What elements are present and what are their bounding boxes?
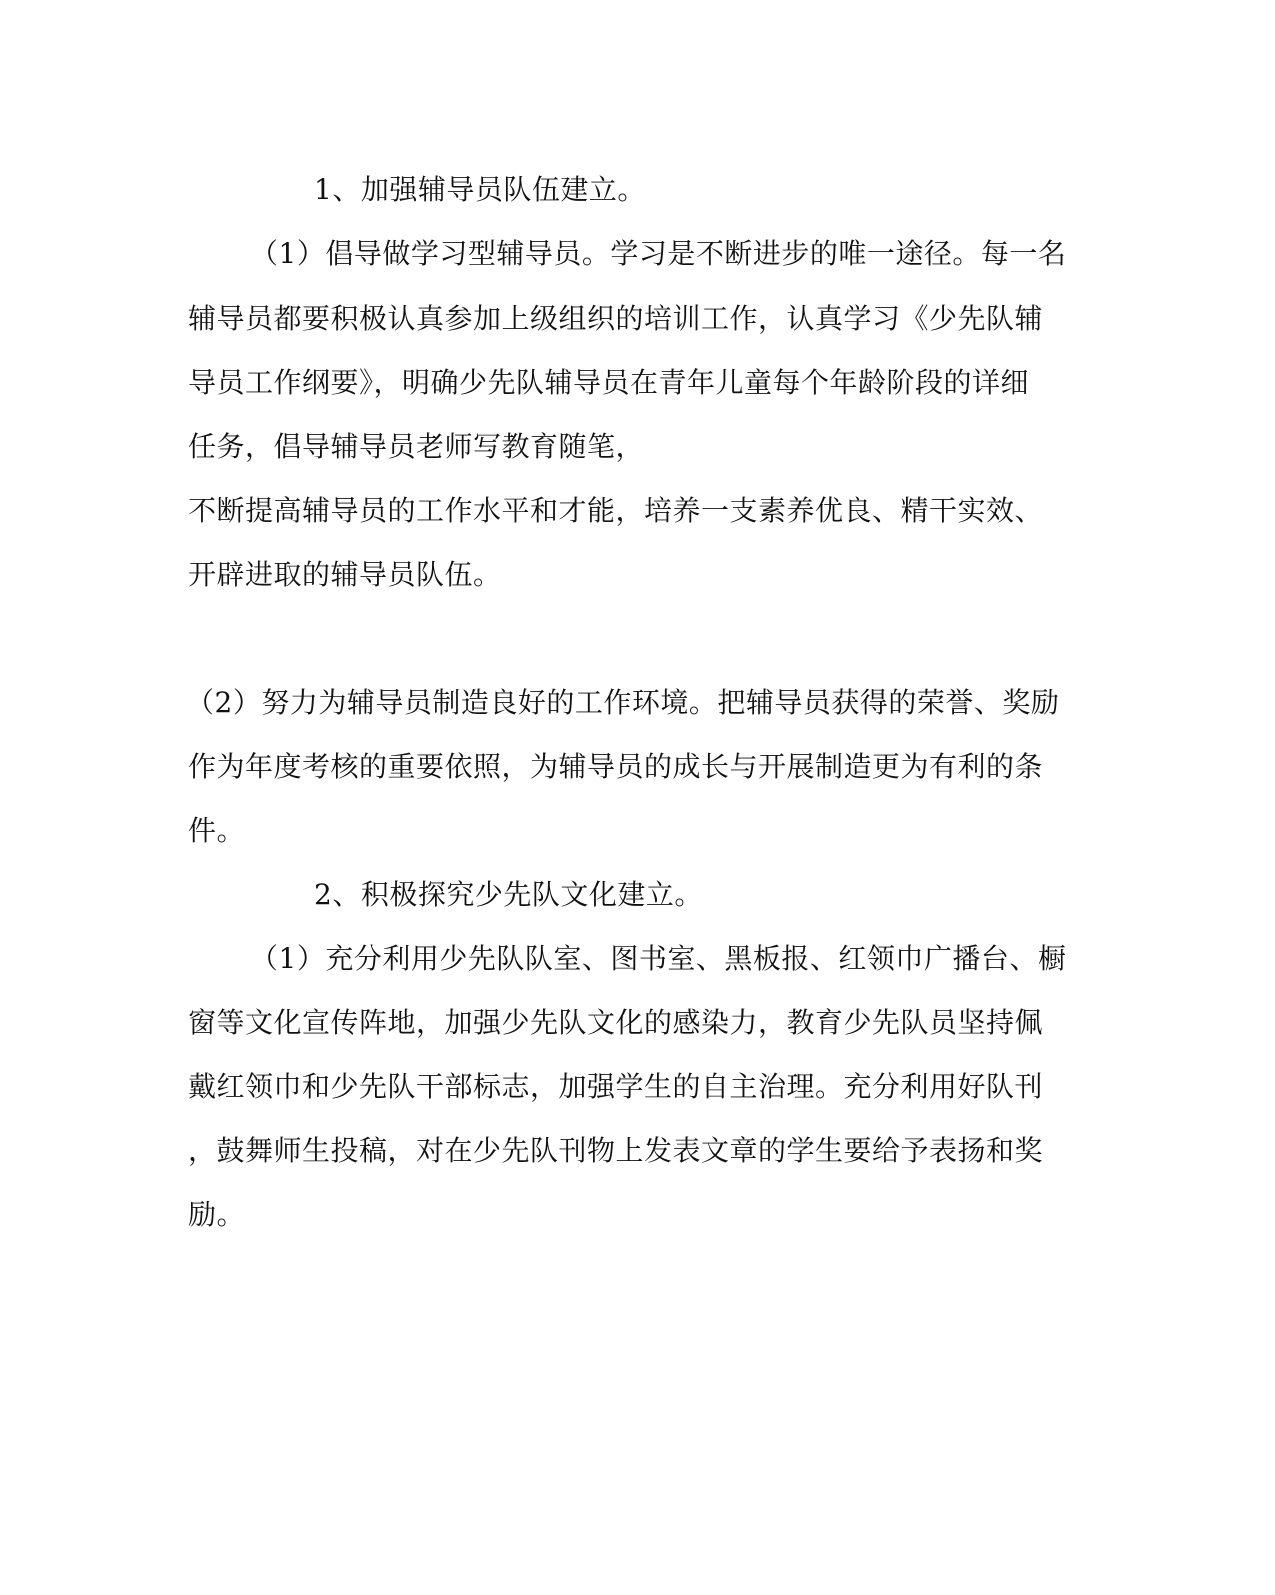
paragraph-line: ，鼓舞师生投稿，对在少先队刊物上发表文章的学生要给予表扬和奖 — [188, 1134, 1044, 1167]
paragraph-line: （1）充分利用少先队队室、图书室、黑板报、红领巾广播台、橱 — [250, 942, 1067, 975]
paragraph-line: 作为年度考核的重要依照，为辅导员的成长与开展制造更为有利的条 — [188, 750, 1044, 783]
paragraph-line: 辅导员都要积极认真参加上级组织的培训工作，认真学习《少先队辅 — [188, 302, 1044, 335]
paragraph-line: 开辟进取的辅导员队伍。 — [188, 558, 502, 591]
paragraph-line: 件。 — [188, 814, 246, 847]
paragraph-line: 戴红领巾和少先队干部标志，加强学生的自主治理。充分利用好队刊 — [188, 1070, 1044, 1103]
section-heading-1: 1、加强辅导员队伍建立。 — [314, 173, 646, 206]
paragraph-line: （1）倡导做学习型辅导员。学习是不断进步的唯一途径。每一名 — [250, 237, 1067, 270]
paragraph-line: 不断提高辅导员的工作水平和才能，培养一支素养优良、精干实效、 — [188, 494, 1044, 527]
section-heading-2: 2、积极探究少先队文化建立。 — [314, 878, 703, 911]
paragraph-line: （2）努力为辅导员制造良好的工作环境。把辅导员获得的荣誉、奖励 — [186, 686, 1060, 719]
paragraph-line: 导员工作纲要》，明确少先队辅导员在青年儿童每个年龄阶段的详细 — [188, 366, 1030, 399]
paragraph-line: 窗等文化宣传阵地，加强少先队文化的感染力，教育少先队员坚持佩 — [188, 1006, 1044, 1039]
paragraph-line: 励。 — [188, 1198, 246, 1231]
paragraph-line: 任务，倡导辅导员老师写教育随笔， — [188, 430, 645, 463]
